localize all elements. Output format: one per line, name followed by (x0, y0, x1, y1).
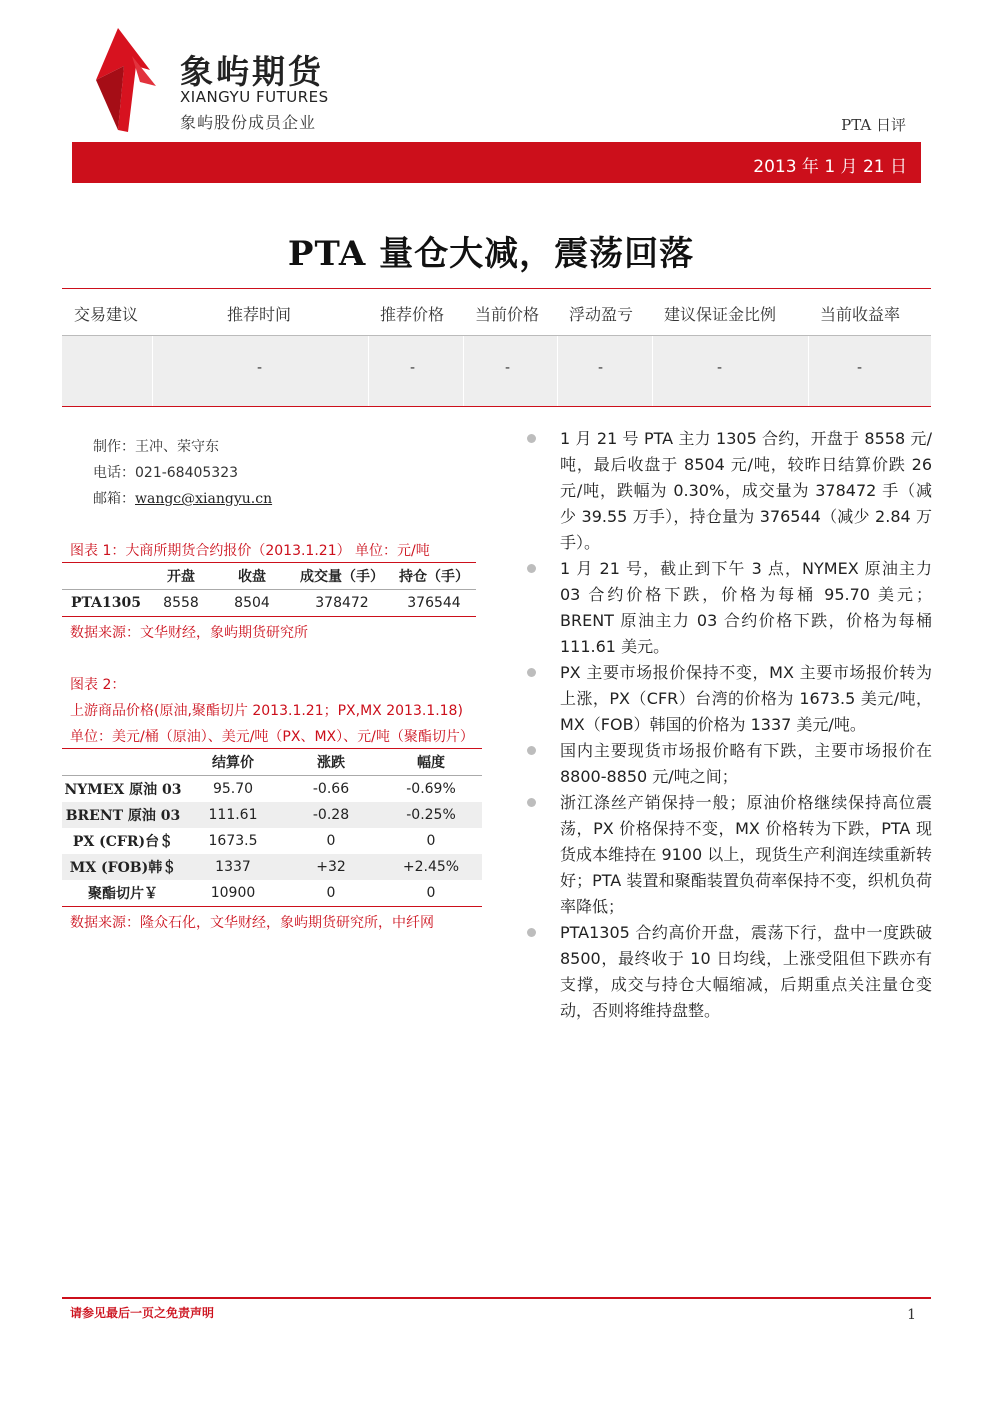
trade-cell: - (857, 360, 863, 376)
figure2-caption-line3: 单位：美元/桶（原油）、美元/吨（PX、MX）、元/吨（聚酯切片） (70, 729, 474, 745)
bullet-text: 浙江涤丝产销保持一般；原油价格继续保持高位震荡，PX 价格保持不变，MX 价格转为下跌，PTA 现货成本维持在 9100 以上，现货生产利润连续重新转好；PTA 装置和聚酯装置负荷率保持不变，织机负荷率降低； (560, 793, 932, 916)
trade-cell: - (717, 360, 723, 376)
table-cell: +2.45% (380, 854, 482, 880)
author-line: 制作：王冲、荣守东 (93, 439, 219, 455)
bullet-icon (527, 798, 536, 807)
bullet-text: PTA1305 合约高价开盘，震荡下行，盘中一度跌破 8500，最终收于 10 日均线，上涨受阻但下跌亦有支撑，成交与持仓大幅缩减，后期重点关注量仓变动，否则将维持盘整。 (560, 923, 932, 1020)
disclaimer-note: 请参见最后一页之免责声明 (70, 1306, 215, 1320)
table-cell: 376544 (407, 595, 461, 611)
list-item (520, 790, 932, 920)
bullet-icon (527, 928, 536, 937)
trade-cell: - (257, 360, 263, 376)
market-commentary-list (520, 426, 932, 1024)
table-cell: 0 (326, 885, 336, 901)
trade-header-cell: 推荐价格 (380, 305, 445, 324)
bullet-text: 1 月 21 号 PTA 主力 1305 合约，开盘于 8558 元/吨，最后收盘于 8504 元/吨，较昨日结算价跌 26 元/吨，跌幅为 0.30%，成交量为 378472 手（减少 39.55 万手），持仓量为 376544（减少 2.84 万手）。 (560, 429, 932, 552)
footer-divider (62, 1297, 931, 1299)
table-row (62, 590, 476, 617)
figure1-caption: 图表 1：大商所期货合约报价（2013.1.21） 单位：元/吨 (70, 543, 430, 559)
brand-subtitle: 象屿股份成员企业 (180, 113, 317, 132)
trade-suggestion-table (62, 288, 931, 407)
table-header-cell: 结算价 (212, 755, 254, 771)
table-cell: BRENT 原油 03 (62, 802, 184, 828)
trade-header-cell: 推荐时间 (227, 305, 292, 324)
email-link[interactable]: wangc@xiangyu.cn (135, 491, 273, 507)
table-header-row (62, 749, 482, 776)
list-item (520, 556, 932, 660)
report-date: 2013 年 1 月 21 日 (753, 157, 907, 177)
trade-cell: - (598, 360, 604, 376)
list-item (520, 660, 932, 738)
table-cell: 8504 (234, 595, 270, 611)
table-cell: 378472 (315, 595, 369, 611)
table-cell: +32 (282, 854, 380, 880)
page-title: PTA 量仓大减，震荡回落 (287, 234, 695, 274)
trade-table-header (62, 289, 931, 336)
trade-header-cell: 当前价格 (475, 305, 540, 324)
table-cell: 0 (426, 885, 436, 901)
phone-line: 电话：021-68405323 (93, 465, 239, 481)
table-cell: PTA1305 (70, 595, 141, 611)
bullet-text: 1 月 21 号，截止到下午 3 点，NYMEX 原油主力 03 合约价格下跌，价格为每桶 95.70 美元；BRENT 原油主力 03 合约价格下跌，价格为每桶 111.61 美元。 (560, 559, 932, 656)
email-line (93, 488, 272, 508)
table-cell: -0.69% (406, 781, 456, 797)
table-cell: 1673.5 (208, 833, 258, 849)
table-cell: MX (FOB)韩＄ (62, 854, 184, 880)
list-item (520, 426, 932, 556)
trade-header-cell: 建议保证金比例 (664, 305, 777, 324)
table-header-cell: 持仓（手） (399, 569, 469, 585)
trade-table-row (62, 336, 931, 406)
table-header-cell: 开盘 (167, 569, 195, 585)
trade-header-cell: 交易建议 (74, 305, 139, 324)
trade-cell: - (505, 360, 511, 376)
bullet-text: 国内主要现货市场报价略有下跌，主要市场报价在 8800-8850 元/吨之间； (560, 741, 932, 786)
table-cell: -0.28 (282, 802, 380, 828)
list-item (520, 920, 932, 1024)
trade-cell: - (410, 360, 416, 376)
bullet-icon (527, 746, 536, 755)
table-cell: PX (CFR)台＄ (72, 834, 174, 850)
trade-header-cell: 浮动盈亏 (569, 305, 634, 324)
table-row (62, 776, 482, 803)
bullet-icon (527, 668, 536, 677)
table-row (62, 854, 482, 880)
table-cell: 1337 (184, 854, 282, 880)
xiangyu-logo-icon (88, 26, 158, 134)
figure2-caption-line2: 上游商品价格(原油,聚酯切片 2013.1.21；PX,MX 2013.1.18) (70, 703, 463, 719)
table-cell: 8558 (163, 595, 199, 611)
table-header-cell: 幅度 (417, 755, 445, 771)
table-header-cell: 涨跌 (317, 755, 345, 771)
report-type: PTA 日评 (841, 116, 906, 134)
upstream-price-table (62, 748, 482, 907)
bullet-icon (527, 564, 536, 573)
page-number: 1 (907, 1307, 916, 1323)
figure1-source: 数据来源：文华财经，象屿期货研究所 (70, 625, 308, 641)
table-header-cell (62, 563, 150, 590)
table-cell: 95.70 (212, 781, 254, 797)
bullet-text: PX 主要市场报价保持不变，MX 主要市场报价转为上涨，PX（CFR）台湾的价格为 1673.5 美元/吨，MX（FOB）韩国的价格为 1337 美元/吨。 (560, 663, 932, 734)
table-cell: -0.66 (312, 781, 350, 797)
table-header-row (62, 563, 476, 590)
table-cell: -0.25% (380, 802, 482, 828)
table-cell: NYMEX 原油 03 (64, 782, 182, 798)
futures-quote-table (62, 562, 476, 617)
figure2-source: 数据来源：隆众石化，文华财经，象屿期货研究所，中纤网 (70, 915, 434, 931)
table-cell: 0 (426, 833, 436, 849)
brand-name-cn: 象屿期货 (180, 52, 324, 91)
table-row (62, 880, 482, 907)
table-row (62, 828, 482, 854)
date-bar (72, 142, 921, 183)
table-header-cell: 收盘 (238, 569, 266, 585)
table-row (62, 802, 482, 828)
email-label: 邮箱： (93, 491, 135, 507)
table-cell: 111.61 (184, 802, 282, 828)
table-header-cell: 成交量（手） (300, 569, 384, 585)
table-cell: 0 (326, 833, 336, 849)
brand-name-en: XIANGYU FUTURES (180, 88, 329, 106)
table-header-cell (62, 749, 184, 776)
table-cell: 聚酯切片￥ (88, 886, 158, 902)
bullet-icon (527, 434, 536, 443)
list-item (520, 738, 932, 790)
figure2-caption: 图表 2： (70, 677, 126, 693)
trade-header-cell: 当前收益率 (820, 305, 901, 324)
table-cell: 10900 (210, 885, 256, 901)
